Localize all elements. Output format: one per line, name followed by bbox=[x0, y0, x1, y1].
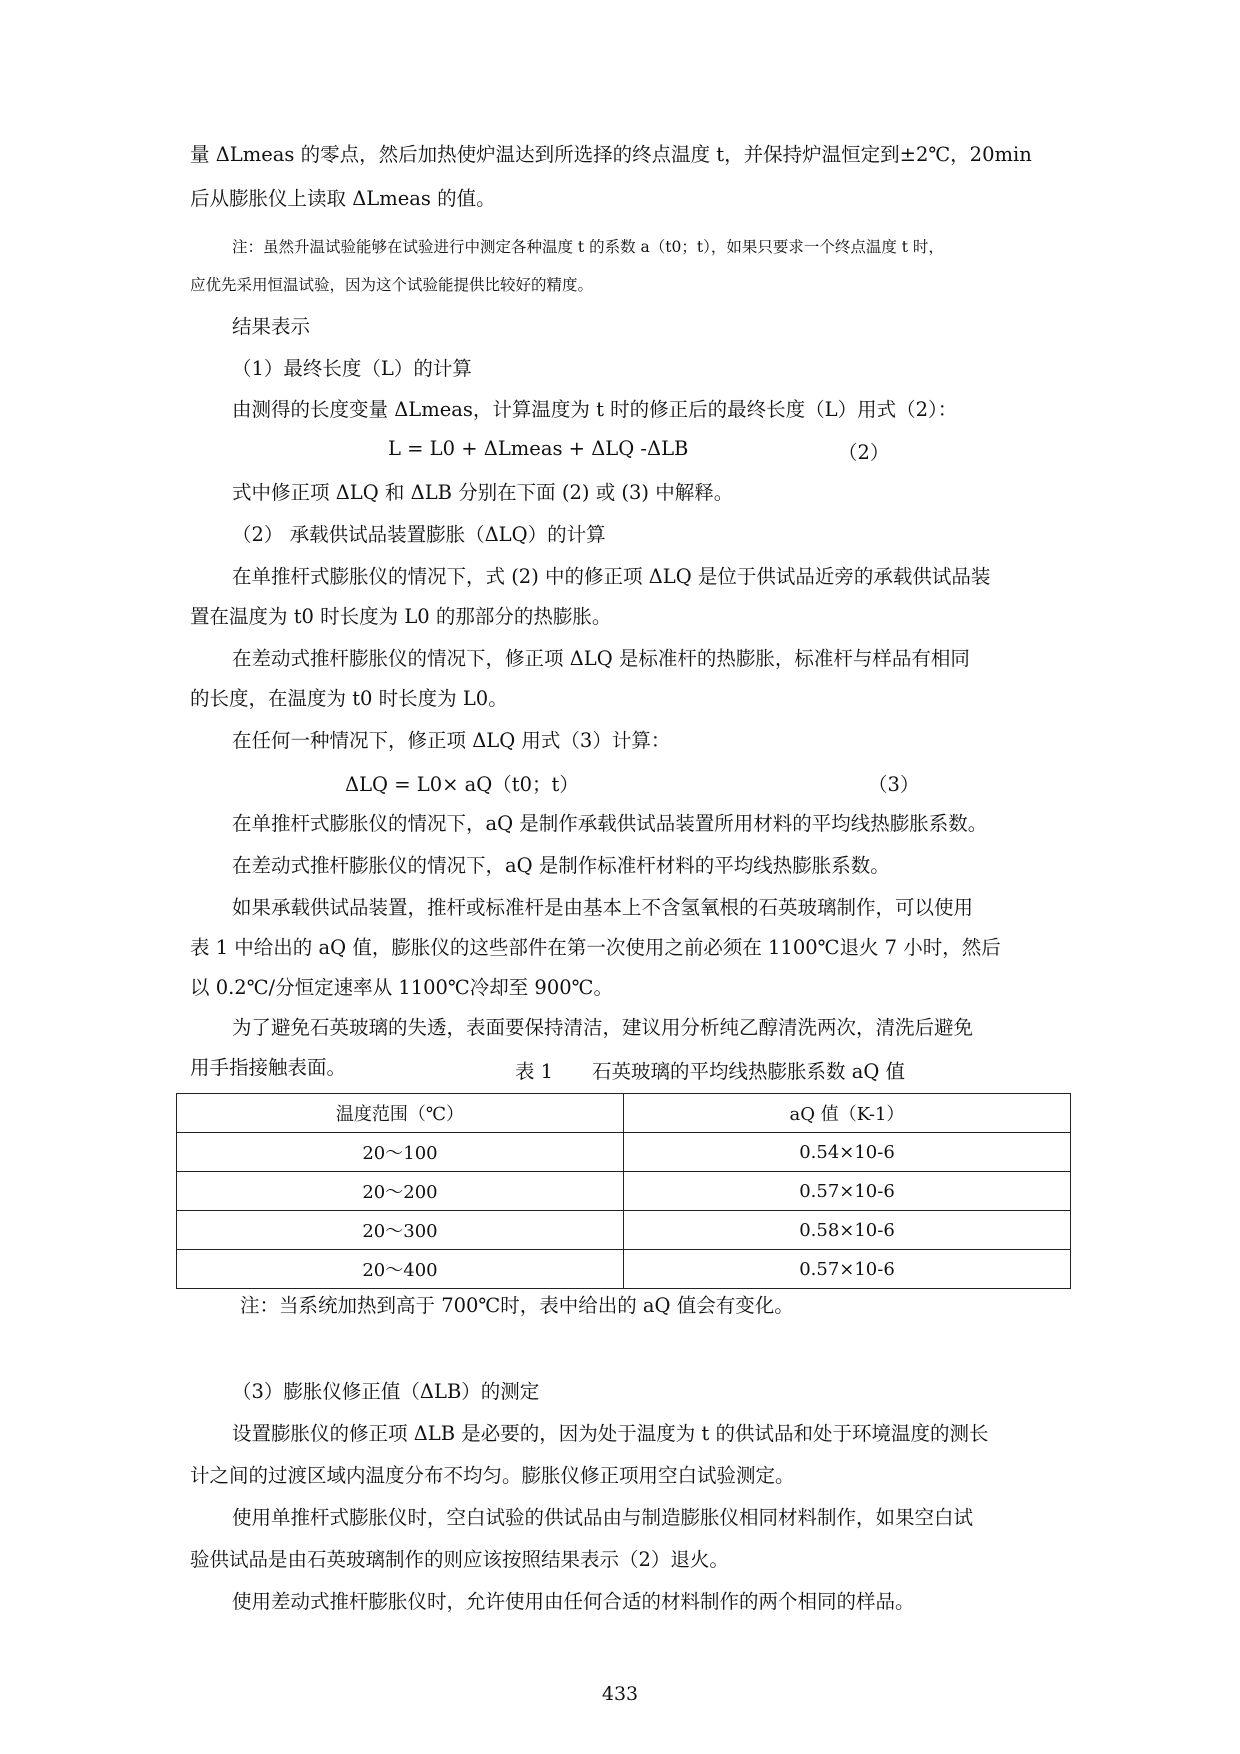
section-heading: 结果表示 bbox=[232, 315, 311, 338]
paragraph-line: 用手指接触表面。 bbox=[190, 1056, 347, 1079]
table-cell: 0.57×10-6 bbox=[624, 1172, 1071, 1211]
paragraph-line: 如果承载供试品装置，推杆或标准杆是由基本上不含氢氧根的石英玻璃制作，可以使用 bbox=[232, 896, 974, 919]
paragraph-line: 的长度，在温度为 t0 时长度为 L0。 bbox=[190, 687, 508, 710]
table-header-cell: 温度范围（℃） bbox=[177, 1094, 624, 1133]
table-cell: 0.58×10-6 bbox=[624, 1211, 1071, 1250]
subsection-heading: （1）最终长度（L）的计算 bbox=[232, 357, 472, 380]
table-row bbox=[177, 1211, 1071, 1250]
table-cell: 20～300 bbox=[177, 1211, 624, 1250]
paragraph-line: 表 1 中给出的 aQ 值，膨胀仪的这些部件在第一次使用之前必须在 1100℃退火 7 小时，然后 bbox=[190, 936, 1001, 959]
paragraph-line: 以 0.2℃/分恒定速率从 1100℃冷却至 900℃。 bbox=[190, 976, 613, 999]
table-row bbox=[177, 1172, 1071, 1211]
table-header-row bbox=[177, 1094, 1071, 1133]
paragraph-line: 在差动式推杆膨胀仪的情况下，修正项 ΔLQ 是标准杆的热膨胀，标准杆与样品有相同 bbox=[232, 647, 970, 670]
paragraph-line: 式中修正项 ΔLQ 和 ΔLB 分别在下面 (2) 或 (3) 中解释。 bbox=[232, 481, 734, 504]
paragraph-line: 验供试品是由石英玻璃制作的则应该按照结果表示（2）退火。 bbox=[190, 1548, 729, 1571]
paragraph-line: 在单推杆式膨胀仪的情况下，式 (2) 中的修正项 ΔLQ 是位于供试品近旁的承载供试品装 bbox=[232, 565, 991, 588]
equation-3: ΔLQ = L0× aQ（t0；t） bbox=[345, 773, 579, 796]
table-row bbox=[177, 1133, 1071, 1172]
table-header-cell: aQ 值（K-1） bbox=[624, 1094, 1071, 1133]
paragraph-line: 使用差动式推杆膨胀仪时，允许使用由任何合适的材料制作的两个相同的样品。 bbox=[232, 1590, 915, 1613]
subsection-heading: （2） 承载供试品装置膨胀（ΔLQ）的计算 bbox=[232, 523, 606, 546]
paragraph-line: 使用单推杆式膨胀仪时，空白试验的供试品由与制造膨胀仪相同材料制作，如果空白试 bbox=[232, 1506, 974, 1529]
equation-3-number: （3） bbox=[868, 773, 920, 796]
paragraph-line: 量 ΔLmeas 的零点，然后加热使炉温达到所选择的终点温度 t，并保持炉温恒定到±2℃，20min bbox=[190, 143, 1032, 166]
page-number: 433 bbox=[601, 1683, 639, 1705]
paragraph-line: 设置膨胀仪的修正项 ΔLB 是必要的，因为处于温度为 t 的供试品和处于环境温度的测长 bbox=[232, 1422, 989, 1445]
paragraph-line: 计之间的过渡区域内温度分布不均匀。膨胀仪修正项用空白试验测定。 bbox=[190, 1464, 795, 1487]
note-line: 注：虽然升温试验能够在试验进行中测定各种温度 t 的系数 a（t0；t），如果只要求一个终点温度 t 时， bbox=[232, 238, 944, 256]
table-cell: 0.57×10-6 bbox=[624, 1250, 1071, 1289]
paragraph-line: 在任何一种情况下，修正项 ΔLQ 用式（3）计算： bbox=[232, 729, 671, 752]
table-cell: 20～400 bbox=[177, 1250, 624, 1289]
expansion-coefficient-table bbox=[176, 1093, 1071, 1289]
table-cell: 20～100 bbox=[177, 1133, 624, 1172]
table-caption: 表 1 石英玻璃的平均线热膨胀系数 aQ 值 bbox=[514, 1060, 906, 1083]
paragraph-line: 在单推杆式膨胀仪的情况下，aQ 是制作承载供试品装置所用材料的平均线热膨胀系数。 bbox=[232, 812, 988, 835]
paragraph-line: 在差动式推杆膨胀仪的情况下，aQ 是制作标准杆材料的平均线热膨胀系数。 bbox=[232, 854, 890, 877]
paragraph-line: 由测得的长度变量 ΔLmeas，计算温度为 t 时的修正后的最终长度（L）用式（2）： bbox=[232, 398, 958, 421]
note-line: 应优先采用恒温试验，因为这个试验能提供比较好的精度。 bbox=[190, 276, 594, 294]
paragraph-line: 为了避免石英玻璃的失透，表面要保持清洁，建议用分析纯乙醇清洗两次，清洗后避免 bbox=[232, 1016, 974, 1039]
paragraph-line: 置在温度为 t0 时长度为 L0 的那部分的热膨胀。 bbox=[190, 605, 612, 628]
equation-2-number: （2） bbox=[838, 441, 890, 464]
table-note: 注：当系统加热到高于 700℃时，表中给出的 aQ 值会有变化。 bbox=[240, 1294, 794, 1317]
table-cell: 20～200 bbox=[177, 1172, 624, 1211]
subsection-heading: （3）膨胀仪修正值（ΔLB）的测定 bbox=[232, 1380, 540, 1403]
paragraph-line: 后从膨胀仪上读取 ΔLmeas 的值。 bbox=[190, 187, 496, 210]
table-cell: 0.54×10-6 bbox=[624, 1133, 1071, 1172]
table-row bbox=[177, 1250, 1071, 1289]
equation-2: L = L0 + ΔLmeas + ΔLQ -ΔLB bbox=[388, 437, 689, 460]
